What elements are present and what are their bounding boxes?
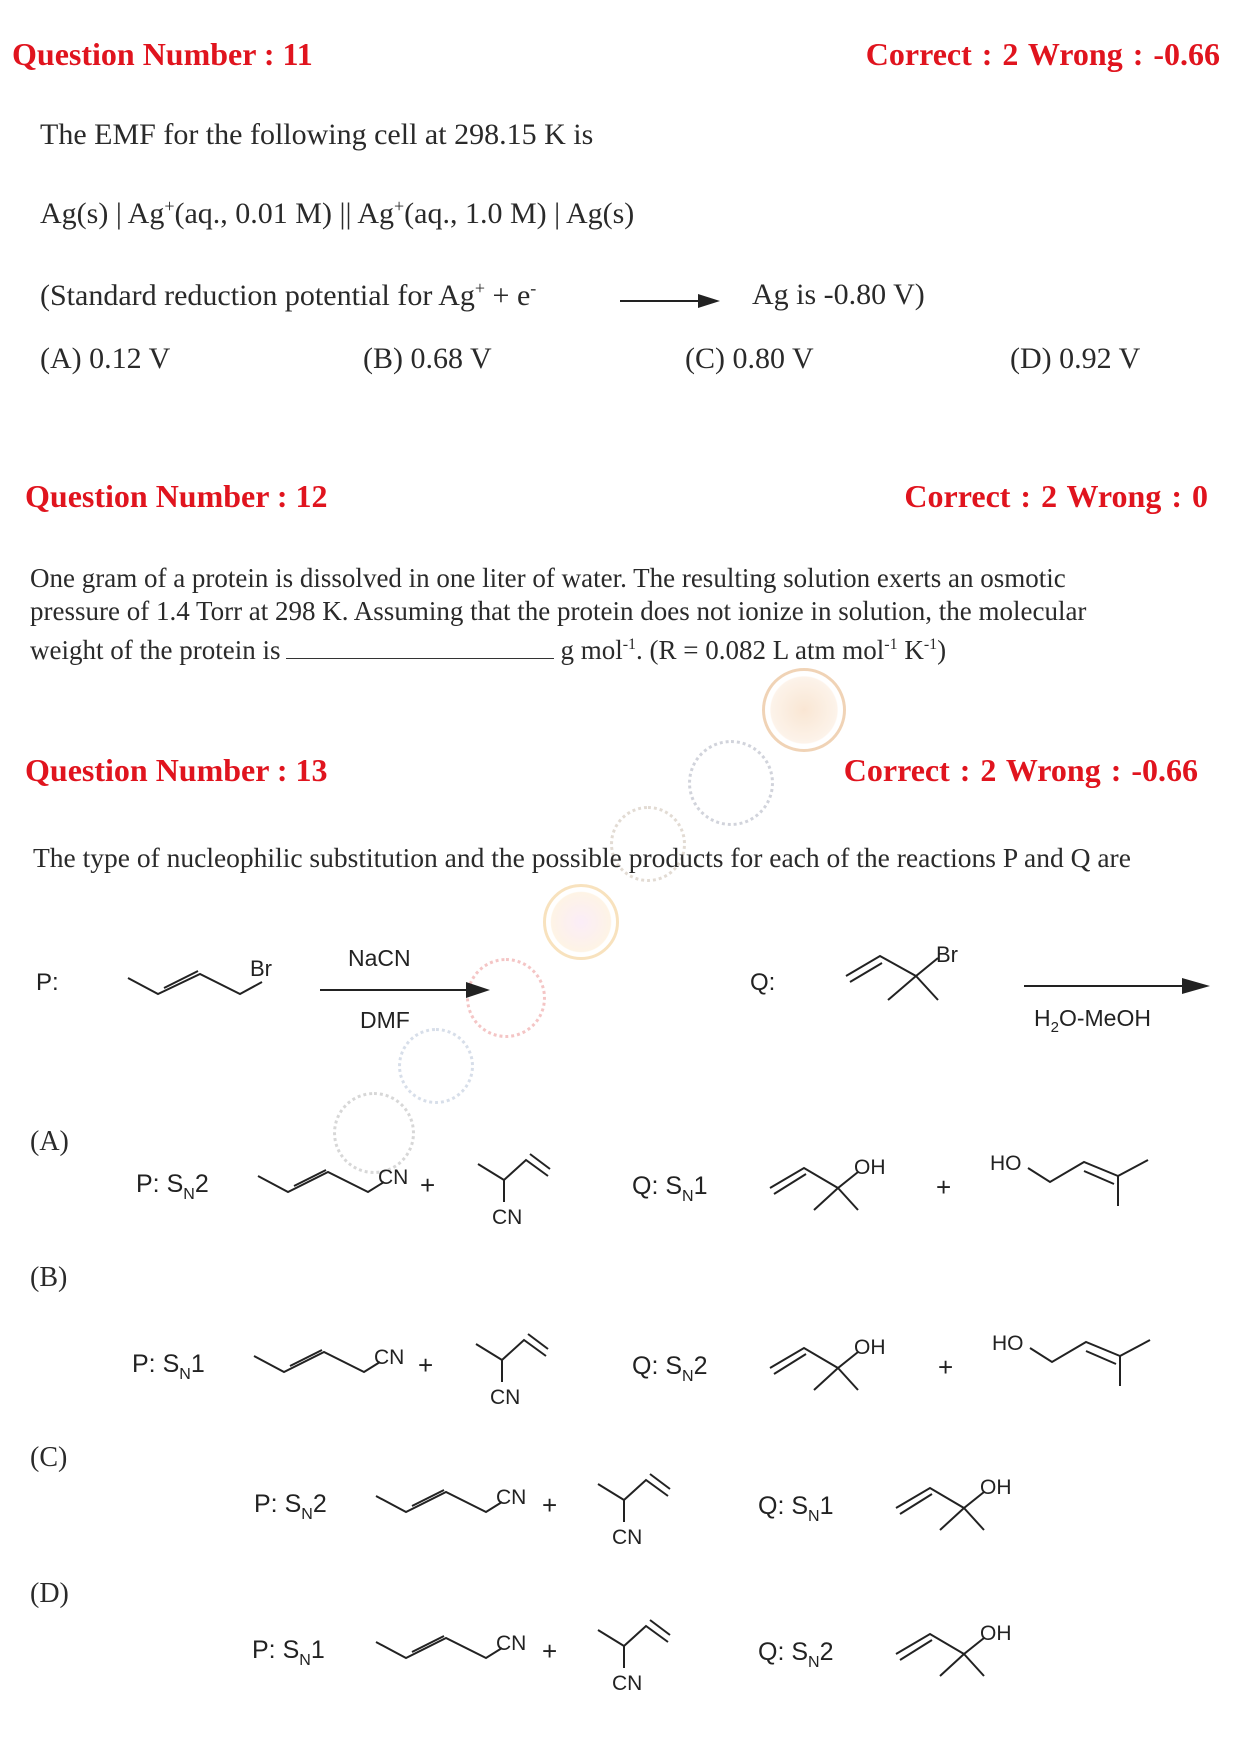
q13-marks: Correct : 2 Wrong : -0.66 (843, 752, 1198, 788)
butenyl-nitrile-structure (376, 1492, 502, 1512)
butenyl-nitrile-structure (376, 1638, 502, 1658)
double-bond (530, 1154, 550, 1169)
oh-label: OH (980, 1476, 1012, 1499)
q11-option-a[interactable]: (A) 0.12 V (40, 342, 171, 375)
butenyl-nitrile-structure (254, 1352, 380, 1372)
bond (838, 1368, 858, 1390)
oh-label: OH (854, 1156, 886, 1179)
oh-label: OH (980, 1622, 1012, 1645)
prenyl-alcohol-structure (1030, 1342, 1120, 1386)
q12-text: . (R = 0.082 L atm mol (636, 635, 885, 665)
bond (940, 1654, 964, 1676)
tertiary-alcohol-structure (896, 1634, 984, 1654)
double-bond (528, 1334, 548, 1349)
potential-sup: + (474, 278, 486, 298)
bond (964, 1654, 984, 1676)
q12-text: weight of the protein is (30, 635, 281, 665)
q11-option-b[interactable]: (B) 0.68 V (363, 342, 492, 375)
prenyl-alcohol-structure (1028, 1162, 1118, 1206)
double-bond (412, 1636, 444, 1652)
bond (964, 1508, 984, 1530)
reagent-bottom: DMF (360, 1007, 410, 1033)
bond (1120, 1340, 1150, 1356)
plus-sign: + (542, 1636, 558, 1666)
br-label: Br (936, 942, 958, 967)
q11-option-d[interactable]: (D) 0.92 V (1010, 342, 1141, 375)
p-mechanism-label: P: $S_N2$ (136, 1170, 209, 1203)
q12-sup: -1 (622, 636, 637, 653)
bond (838, 1188, 858, 1210)
q-mechanism-label: Q: $S_N2$ (758, 1638, 834, 1671)
tertiary-alcohol-structure (770, 1168, 858, 1188)
q12-text: K (897, 635, 924, 665)
cn-label: CN (374, 1346, 405, 1369)
cn-label: CN (612, 1526, 643, 1549)
double-bond (294, 1170, 326, 1186)
cn-label: CN (496, 1632, 527, 1655)
cn-label: CN (492, 1206, 523, 1229)
q13-stem: The type of nucleophilic substitution and the possible products for each of the reactions P and Q are (33, 842, 1131, 873)
q13-option-b-label[interactable]: (B) (30, 1262, 68, 1293)
q12-text: ) (937, 635, 947, 665)
q-label: Q: (750, 969, 776, 996)
cn-label: CN (378, 1166, 409, 1189)
double-bond (650, 1620, 670, 1635)
q11-marks: Correct : 2 Wrong : -0.66 (865, 36, 1220, 72)
cell-part: (aq., 0.01 M) || Ag (174, 197, 394, 230)
plus-sign: + (418, 1350, 434, 1380)
potential-part: (Standard reduction potential for Ag (40, 279, 475, 312)
solvent-h: H (1034, 1005, 1051, 1031)
solvent-sub: 2 (1050, 1019, 1059, 1036)
bond (940, 1508, 964, 1530)
cell-sup: + (164, 196, 175, 216)
q12-text: g mol (560, 635, 623, 665)
q12-line: pressure of 1.4 Torr at 298 K. Assuming that the protein does not ionize in solution, the molecular (30, 596, 1087, 626)
cn-label: CN (496, 1486, 527, 1509)
p-mechanism-label: P: $S_N1$ (132, 1350, 205, 1383)
q11-potential-end: Ag is -0.80 V) (752, 278, 925, 311)
branched-nitrile-structure (598, 1480, 668, 1500)
branched-nitrile-structure (598, 1626, 668, 1646)
cn-label: CN (612, 1672, 643, 1695)
double-bond (412, 1490, 444, 1506)
ho-label: HO (992, 1332, 1024, 1355)
tertiary-alcohol-structure (896, 1488, 984, 1508)
q12-line: One gram of a protein is dissolved in one liter of water. The resulting solution exerts an osmotic (30, 563, 1066, 593)
q12-sup: -1 (884, 636, 898, 653)
q13-number: Question Number : 13 (25, 752, 328, 788)
q11-option-c[interactable]: (C) 0.80 V (685, 342, 814, 375)
q13-option-d-label[interactable]: (D) (30, 1578, 69, 1609)
cell-part: (aq., 1.0 M) | Ag(s) (404, 197, 635, 230)
cn-label: CN (490, 1386, 521, 1409)
cell-part: Ag(s) | Ag (40, 197, 165, 230)
plus-sign: + (420, 1170, 436, 1200)
p-label: P: (36, 969, 59, 996)
double-bond (650, 1474, 670, 1489)
branched-nitrile-structure (478, 1160, 548, 1180)
ho-label: HO (990, 1152, 1022, 1175)
branched-nitrile-structure (476, 1340, 546, 1360)
cell-sup: + (394, 196, 405, 216)
br-label: Br (250, 956, 272, 981)
oh-label: OH (854, 1336, 886, 1359)
p-mechanism-label: P: $S_N2$ (254, 1490, 327, 1523)
double-bond (290, 1350, 322, 1366)
plus-sign: + (936, 1172, 952, 1202)
solvent-rest: O-MeOH (1058, 1005, 1151, 1031)
q12-sup: -1 (923, 636, 938, 653)
bond (814, 1368, 838, 1390)
q-mechanism-label: Q: $S_N1$ (632, 1172, 708, 1205)
q-mechanism-label: Q: $S_N2$ (632, 1352, 708, 1385)
tertiary-alcohol-structure (770, 1348, 858, 1368)
q11-stem: The EMF for the following cell at 298.15 K is (40, 118, 594, 151)
butenyl-nitrile-structure (258, 1172, 384, 1192)
q12-number: Question Number : 12 (25, 478, 328, 514)
bond (1118, 1160, 1148, 1176)
q13-option-a-label[interactable]: (A) (30, 1126, 69, 1157)
plus-sign: + (542, 1490, 558, 1520)
p-mechanism-label: P: $S_N1$ (252, 1636, 325, 1669)
potential-sup: - (530, 278, 537, 298)
q-mechanism-label: Q: $S_N1$ (758, 1492, 834, 1525)
potential-part: + e (485, 279, 531, 312)
q12-marks: Correct : 2 Wrong : 0 (904, 478, 1208, 514)
plus-sign: + (938, 1352, 954, 1382)
q13-option-c-label[interactable]: (C) (30, 1442, 68, 1473)
q11-number: Question Number : 11 (12, 36, 313, 72)
bond (814, 1188, 838, 1210)
reagent-top: NaCN (348, 945, 411, 971)
